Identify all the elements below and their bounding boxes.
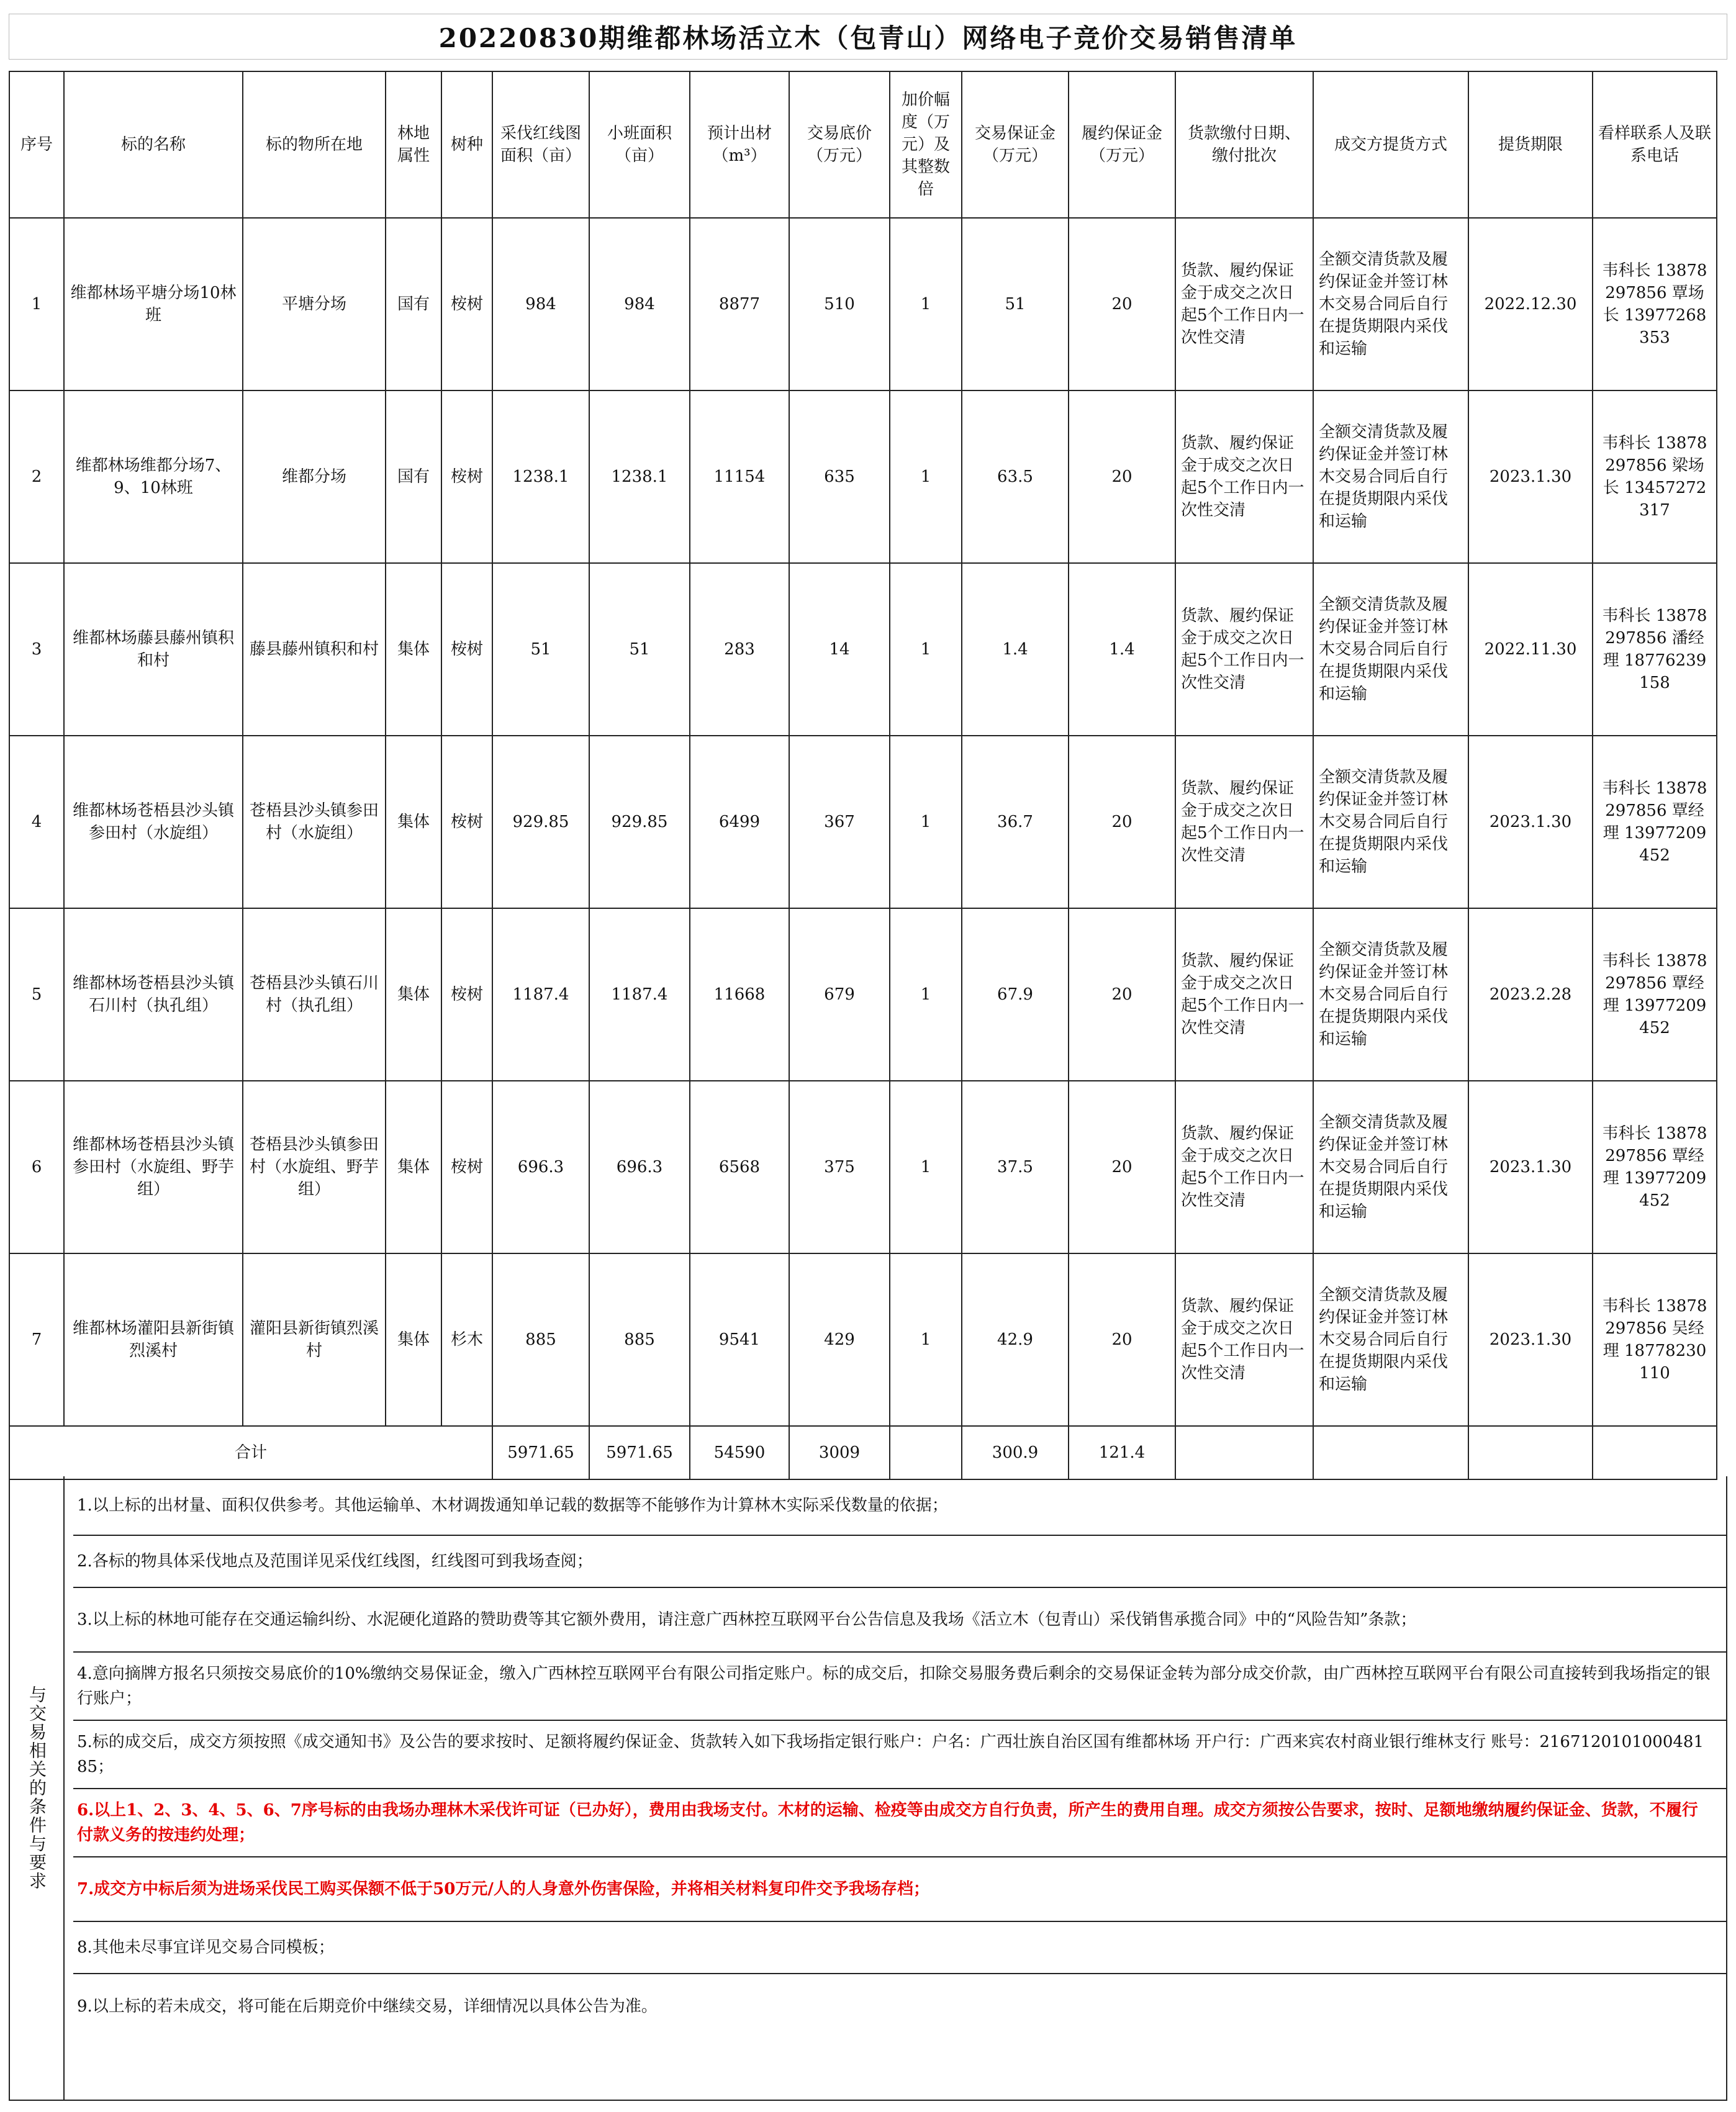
cell-area: 696.3 (492, 1081, 589, 1253)
cell-sub: 929.85 (589, 736, 690, 908)
cell-deadline: 2023.2.28 (1468, 908, 1593, 1081)
condition-item: 3.以上标的林地可能存在交通运输纠纷、水泥硬化道路的赞助费等其它额外费用，请注意广西林控互联网平台公告信息及我场《活立木（包青山）采伐销售承揽合同》中的“风险告知”条款； (73, 1588, 1726, 1653)
cell-dep: 42.9 (962, 1253, 1069, 1426)
cell-perf: 20 (1069, 218, 1175, 390)
cell-dep: 67.9 (962, 908, 1069, 1081)
condition-item: 1.以上标的出材量、面积仅供参考。其他运输单、木材调拨通知单记载的数据等不能够作为计算林木实际采伐数量的依据； (73, 1476, 1726, 1536)
cell-name: 维都林场平塘分场10林班 (64, 218, 243, 390)
condition-item: 7.成交方中标后须为进场采伐民工购买保额不低于50万元/人的人身意外伤害保险，并将相关材料复印件交予我场存档； (73, 1857, 1726, 1922)
total-empty (1593, 1426, 1717, 1479)
cell-inc: 1 (890, 736, 962, 908)
total-label: 合计 (9, 1426, 492, 1479)
cell-name: 维都林场苍梧县沙头镇石川村（执孔组） (64, 908, 243, 1081)
cell-vol: 6568 (690, 1081, 789, 1253)
condition-item: 9.以上标的若未成交，将可能在后期竞价中继续交易，详细情况以具体公告为准。 (77, 1997, 658, 2016)
table-row (9, 1253, 1717, 1426)
cell-pay: 货款、履约保证金于成交之次日起5个工作日内一次性交清 (1175, 390, 1313, 563)
cell-prop: 集体 (386, 1081, 441, 1253)
cell-way: 全额交清货款及履约保证金并签订林木交易合同后自行在提货期限内采伐和运输 (1313, 1253, 1468, 1426)
cell-perf: 20 (1069, 736, 1175, 908)
cell-species: 桉树 (441, 390, 492, 563)
cell-base: 635 (789, 390, 890, 563)
cell-deadline: 2023.1.30 (1468, 1081, 1593, 1253)
cell-perf: 1.4 (1069, 563, 1175, 736)
table-row (9, 563, 1717, 736)
cell-sub: 1187.4 (589, 908, 690, 1081)
col-header: 看样联系人及联系电话 (1593, 71, 1717, 218)
col-header: 序号 (9, 71, 64, 218)
total-empty (1175, 1426, 1313, 1479)
cell-contact: 韦科长 13878297856 梁场长 13457272317 (1593, 390, 1717, 563)
cell-no: 7 (9, 1253, 64, 1426)
total-base: 3009 (789, 1426, 890, 1479)
table-row (9, 390, 1717, 563)
cell-perf: 20 (1069, 1253, 1175, 1426)
cell-inc: 1 (890, 908, 962, 1081)
cell-contact: 韦科长 13878297856 覃经理 13977209452 (1593, 1081, 1717, 1253)
col-header: 成交方提货方式 (1313, 71, 1468, 218)
cell-dep: 36.7 (962, 736, 1069, 908)
col-header: 加价幅度（万元）及其整数倍 (890, 71, 962, 218)
cell-deadline: 2022.11.30 (1468, 563, 1593, 736)
total-vol: 54590 (690, 1426, 789, 1479)
cell-species: 桉树 (441, 908, 492, 1081)
cell-area: 1187.4 (492, 908, 589, 1081)
cell-inc: 1 (890, 218, 962, 390)
cell-area: 1238.1 (492, 390, 589, 563)
cell-loc: 苍梧县沙头镇参田村（水旋组、野芋组） (243, 1081, 386, 1253)
col-header: 采伐红线图面积（亩） (492, 71, 589, 218)
cell-sub: 1238.1 (589, 390, 690, 563)
cell-perf: 20 (1069, 1081, 1175, 1253)
cell-way: 全额交清货款及履约保证金并签订林木交易合同后自行在提货期限内采伐和运输 (1313, 218, 1468, 390)
listing-table (9, 71, 1717, 1480)
cell-species: 桉树 (441, 563, 492, 736)
cell-dep: 37.5 (962, 1081, 1069, 1253)
col-header: 标的物所在地 (243, 71, 386, 218)
cell-no: 4 (9, 736, 64, 908)
cell-species: 桉树 (441, 1081, 492, 1253)
cell-prop: 集体 (386, 908, 441, 1081)
cell-sub: 696.3 (589, 1081, 690, 1253)
cell-way: 全额交清货款及履约保证金并签订林木交易合同后自行在提货期限内采伐和运输 (1313, 563, 1468, 736)
table-row (9, 736, 1717, 908)
col-header: 标的名称 (64, 71, 243, 218)
cell-sub: 51 (589, 563, 690, 736)
condition-item: 2.各标的物具体采伐地点及范围详见采伐红线图，红线图可到我场查阅； (73, 1536, 1726, 1588)
cell-perf: 20 (1069, 390, 1175, 563)
cell-area: 885 (492, 1253, 589, 1426)
cell-deadline: 2023.1.30 (1468, 390, 1593, 563)
condition-item: 4.意向摘牌方报名只须按交易底价的10%缴纳交易保证金，缴入广西林控互联网平台有限公司指定账户。标的成交后，扣除交易服务费后剩余的交易保证金转为部分成交价款，由广西林控互联网平台有限公司直接转到我场指定的银行账户； (73, 1653, 1726, 1721)
total-area: 5971.65 (492, 1426, 589, 1479)
conditions-section (9, 1476, 1727, 2101)
cell-area: 984 (492, 218, 589, 390)
conditions-label (10, 1476, 65, 2100)
total-perf: 121.4 (1069, 1426, 1175, 1479)
total-empty (1313, 1426, 1468, 1479)
cell-loc: 苍梧县沙头镇参田村（水旋组） (243, 736, 386, 908)
cell-species: 杉木 (441, 1253, 492, 1426)
cell-no: 5 (9, 908, 64, 1081)
cell-deadline: 2023.1.30 (1468, 736, 1593, 908)
cell-pay: 货款、履约保证金于成交之次日起5个工作日内一次性交清 (1175, 563, 1313, 736)
cell-loc: 藤县藤州镇积和村 (243, 563, 386, 736)
cell-name: 维都林场藤县藤州镇积和村 (64, 563, 243, 736)
col-header: 预计出材（m³） (690, 71, 789, 218)
total-empty (1468, 1426, 1593, 1479)
cell-no: 2 (9, 390, 64, 563)
total-inc (890, 1426, 962, 1479)
col-header: 履约保证金（万元） (1069, 71, 1175, 218)
cell-contact: 韦科长 13878297856 覃经理 13977209452 (1593, 736, 1717, 908)
cell-inc: 1 (890, 1253, 962, 1426)
cell-inc: 1 (890, 563, 962, 736)
cell-loc: 维都分场 (243, 390, 386, 563)
cell-way: 全额交清货款及履约保证金并签订林木交易合同后自行在提货期限内采伐和运输 (1313, 908, 1468, 1081)
cell-name: 维都林场苍梧县沙头镇参田村（水旋组、野芋组） (64, 1081, 243, 1253)
col-header: 树种 (441, 71, 492, 218)
cell-no: 3 (9, 563, 64, 736)
cell-contact: 韦科长 13878297856 覃场长 13977268353 (1593, 218, 1717, 390)
cell-prop: 国有 (386, 390, 441, 563)
cell-way: 全额交清货款及履约保证金并签订林木交易合同后自行在提货期限内采伐和运输 (1313, 736, 1468, 908)
cell-loc: 苍梧县沙头镇石川村（执孔组） (243, 908, 386, 1081)
cell-inc: 1 (890, 1081, 962, 1253)
cell-base: 429 (789, 1253, 890, 1426)
cell-vol: 11668 (690, 908, 789, 1081)
table-row (9, 218, 1717, 390)
cell-no: 1 (9, 218, 64, 390)
cell-prop: 集体 (386, 736, 441, 908)
cell-vol: 8877 (690, 218, 789, 390)
total-dep: 300.9 (962, 1426, 1069, 1479)
condition-item: 8.其他未尽事宜详见交易合同模板； (73, 1922, 1726, 1974)
cell-base: 679 (789, 908, 890, 1081)
cell-base: 510 (789, 218, 890, 390)
cell-area: 51 (492, 563, 589, 736)
col-header: 交易保证金（万元） (962, 71, 1069, 218)
cell-prop: 国有 (386, 218, 441, 390)
page-title: 20220830期维都林场活立木（包青山）网络电子竞价交易销售清单 (9, 14, 1727, 60)
col-header: 货款缴付日期、缴付批次 (1175, 71, 1313, 218)
table-row (9, 908, 1717, 1081)
cell-vol: 6499 (690, 736, 789, 908)
cell-sub: 984 (589, 218, 690, 390)
cell-contact: 韦科长 13878297856 潘经理 18776239158 (1593, 563, 1717, 736)
conditions-list (73, 1476, 1726, 2100)
cell-pay: 货款、履约保证金于成交之次日起5个工作日内一次性交清 (1175, 1253, 1313, 1426)
cell-sub: 885 (589, 1253, 690, 1426)
total-row (9, 1426, 1717, 1479)
cell-contact: 韦科长 13878297856 吴经理 18778230110 (1593, 1253, 1717, 1426)
total-sub: 5971.65 (589, 1426, 690, 1479)
cell-deadline: 2023.1.30 (1468, 1253, 1593, 1426)
cell-dep: 1.4 (962, 563, 1069, 736)
cell-perf: 20 (1069, 908, 1175, 1081)
cell-name: 维都林场维都分场7、9、10林班 (64, 390, 243, 563)
condition-item: 6.以上1、2、3、4、5、6、7序号标的由我场办理林木采伐许可证（已办好），费用由我场支付。木材的运输、检疫等由成交方自行负责，所产生的费用自理。成交方须按公告要求，按时、足额地缴纳履约保证金、货款，不履行付款义务的按违约处理； (73, 1789, 1726, 1857)
cell-loc: 灌阳县新街镇烈溪村 (243, 1253, 386, 1426)
cell-name: 维都林场灌阳县新街镇烈溪村 (64, 1253, 243, 1426)
cell-pay: 货款、履约保证金于成交之次日起5个工作日内一次性交清 (1175, 908, 1313, 1081)
cell-way: 全额交清货款及履约保证金并签订林木交易合同后自行在提货期限内采伐和运输 (1313, 390, 1468, 563)
cell-way: 全额交清货款及履约保证金并签订林木交易合同后自行在提货期限内采伐和运输 (1313, 1081, 1468, 1253)
cell-pay: 货款、履约保证金于成交之次日起5个工作日内一次性交清 (1175, 218, 1313, 390)
cell-pay: 货款、履约保证金于成交之次日起5个工作日内一次性交清 (1175, 736, 1313, 908)
table-row (9, 1081, 1717, 1253)
cell-inc: 1 (890, 390, 962, 563)
cell-dep: 51 (962, 218, 1069, 390)
cell-dep: 63.5 (962, 390, 1069, 563)
cell-pay: 货款、履约保证金于成交之次日起5个工作日内一次性交清 (1175, 1081, 1313, 1253)
col-header: 小班面积（亩） (589, 71, 690, 218)
header-row (9, 71, 1717, 218)
cell-prop: 集体 (386, 563, 441, 736)
cell-base: 14 (789, 563, 890, 736)
col-header: 交易底价（万元） (789, 71, 890, 218)
cell-species: 桉树 (441, 736, 492, 908)
cell-vol: 11154 (690, 390, 789, 563)
cell-vol: 283 (690, 563, 789, 736)
cell-vol: 9541 (690, 1253, 789, 1426)
cell-contact: 韦科长 13878297856 覃经理 13977209452 (1593, 908, 1717, 1081)
conditions-label-text: 与交易相关的条件与要求 (27, 1686, 47, 1890)
cell-base: 367 (789, 736, 890, 908)
col-header: 林地属性 (386, 71, 441, 218)
cell-area: 929.85 (492, 736, 589, 908)
cell-species: 桉树 (441, 218, 492, 390)
condition-item: 5.标的成交后，成交方须按照《成交通知书》及公告的要求按时、足额将履约保证金、货款转入如下我场指定银行账户：户名：广西壮族自治区国有维都林场 开户行：广西来宾农村商业银行维林支行 账号：216712010100048185； (73, 1721, 1726, 1789)
col-header: 提货期限 (1468, 71, 1593, 218)
cell-name: 维都林场苍梧县沙头镇参田村（水旋组） (64, 736, 243, 908)
cell-loc: 平塘分场 (243, 218, 386, 390)
cell-prop: 集体 (386, 1253, 441, 1426)
cell-deadline: 2022.12.30 (1468, 218, 1593, 390)
cell-base: 375 (789, 1081, 890, 1253)
cell-no: 6 (9, 1081, 64, 1253)
